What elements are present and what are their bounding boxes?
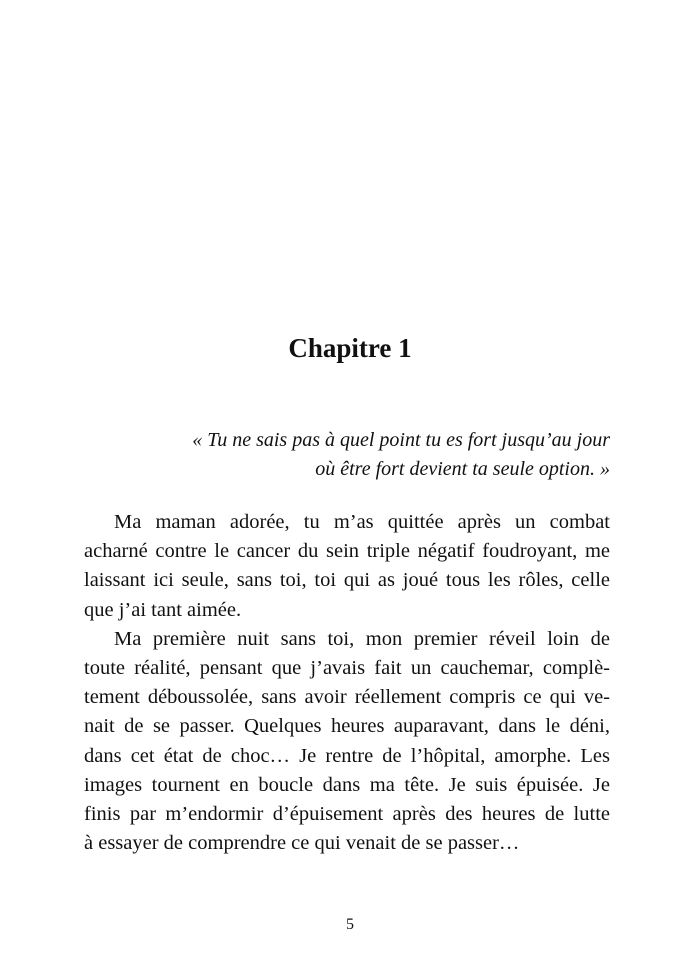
paragraph-line: laissant ici seule, sans toi, toi qui as joué tous les rôles, celle: [84, 569, 610, 592]
paragraph-line: images tournent en boucle dans ma tête. Je suis épuisée. Je: [84, 773, 610, 796]
paragraph-line: toute réalité, pensant que j’avais fait un cauchemar, complè-: [84, 656, 610, 679]
body-text: [84, 508, 610, 858]
paragraph-line: dans cet état de choc… Je rentre de l’hôpital, amorphe. Les: [84, 744, 610, 767]
epigraph: [110, 426, 610, 484]
paragraph-line: Ma première nuit sans toi, mon premier réveil loin de: [114, 627, 610, 650]
epigraph-line: où être fort devient ta seule option. »: [315, 458, 610, 480]
paragraph-1: [84, 508, 610, 625]
paragraph-line: Ma maman adorée, tu m’as quittée après un combat: [114, 511, 610, 533]
epigraph-line: « Tu ne sais pas à quel point tu es fort jusqu’au jour: [192, 429, 610, 451]
paragraph-2: [84, 625, 610, 859]
paragraph-line: acharné contre le cancer du sein triple négatif foudroyant, me: [84, 540, 610, 563]
paragraph-line: que j’ai tant aimée.: [84, 598, 242, 621]
paragraph-line: nait de se passer. Quelques heures auparavant, dans le déni,: [84, 715, 610, 738]
paragraph-line: finis par m’endormir d’épuisement après des heures de lutte: [84, 802, 610, 825]
paragraph-line: tement déboussolée, sans avoir réellement compris ce qui ve-: [84, 686, 610, 709]
chapter-title: Chapitre 1: [288, 333, 412, 363]
paragraph-line: à essayer de comprendre ce qui venait de se passer…: [84, 832, 520, 855]
page-number: 5: [346, 916, 354, 933]
